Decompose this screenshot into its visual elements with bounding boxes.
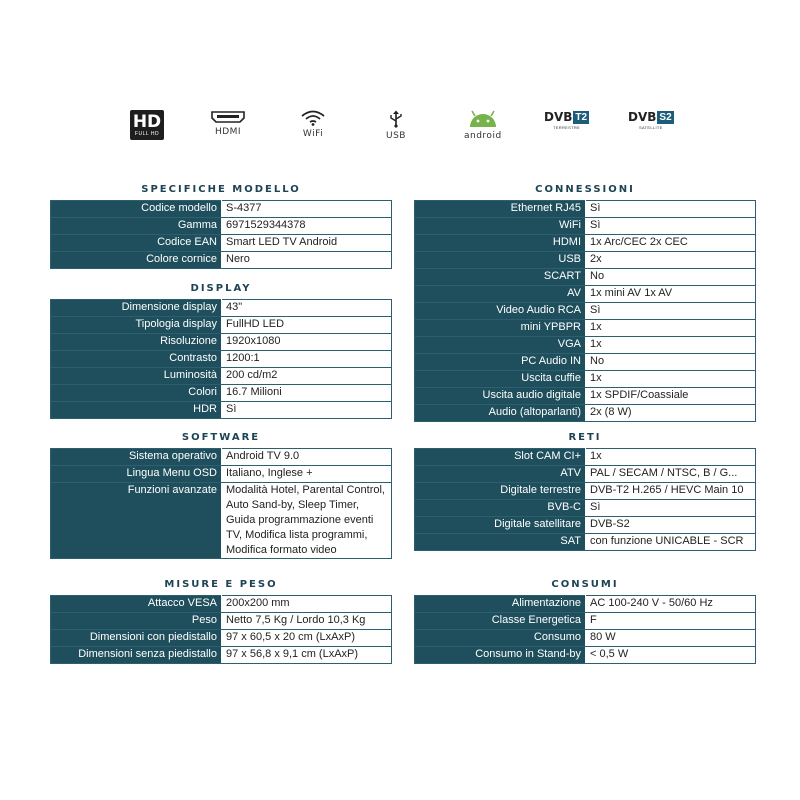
table-row <box>415 630 756 647</box>
spec-label: VGA <box>415 337 586 354</box>
spec-label: Attacco VESA <box>51 596 222 613</box>
spec-value: Sì <box>586 201 756 218</box>
section-reti <box>414 432 756 551</box>
spec-value: 6971529344378 <box>222 218 392 235</box>
spec-table <box>414 200 756 422</box>
spec-label: SCART <box>415 269 586 286</box>
table-row <box>415 388 756 405</box>
spec-label: Colori <box>51 385 222 402</box>
table-row <box>51 201 392 218</box>
spec-label: Sistema operativo <box>51 449 222 466</box>
spec-label: Funzioni avanzate <box>51 483 222 559</box>
section-title: RETI <box>568 432 602 443</box>
table-row <box>415 303 756 320</box>
table-row <box>51 235 392 252</box>
spec-label: HDMI <box>415 235 586 252</box>
table-row <box>415 613 756 630</box>
spec-label: Contrasto <box>51 351 222 368</box>
spec-label: Uscita cuffie <box>415 371 586 388</box>
dvb-t2-text: DVB <box>544 110 573 124</box>
spec-value: 1x <box>586 449 756 466</box>
spec-value: 97 x 56,8 x 9,1 cm (LxAxP) <box>222 647 392 664</box>
section-misure <box>50 579 392 664</box>
spec-label: Ethernet RJ45 <box>415 201 586 218</box>
table-row <box>51 483 392 559</box>
table-row <box>415 596 756 613</box>
spec-value: No <box>586 269 756 286</box>
spec-value: 1920x1080 <box>222 334 392 351</box>
spec-label: Dimensione display <box>51 300 222 317</box>
spec-value: F <box>586 613 756 630</box>
android-label: android <box>464 131 502 141</box>
section-title: DISPLAY <box>190 283 252 294</box>
table-row <box>415 449 756 466</box>
spec-label: Peso <box>51 613 222 630</box>
spec-label: AV <box>415 286 586 303</box>
dvb-t2-icon <box>544 110 589 150</box>
table-row <box>415 466 756 483</box>
spec-label: SAT <box>415 534 586 551</box>
spec-label: Lingua Menu OSD <box>51 466 222 483</box>
spec-value: Sì <box>586 303 756 320</box>
table-row <box>415 371 756 388</box>
dvb-t2-badge: T2 <box>575 111 588 123</box>
table-row <box>415 218 756 235</box>
table-row <box>51 368 392 385</box>
spec-value: S-4377 <box>222 201 392 218</box>
table-row <box>415 517 756 534</box>
dvb-s2-text: DVB <box>628 110 657 124</box>
spec-label: BVB-C <box>415 500 586 517</box>
spec-label: Gamma <box>51 218 222 235</box>
table-row <box>51 218 392 235</box>
section-software <box>50 432 392 559</box>
spec-value: FullHD LED <box>222 317 392 334</box>
spec-value: 200x200 mm <box>222 596 392 613</box>
spec-value: DVB-T2 H.265 / HEVC Main 10 <box>586 483 756 500</box>
table-row <box>51 630 392 647</box>
dvb-s2-icon <box>628 110 674 150</box>
spec-value: Netto 7,5 Kg / Lordo 10,3 Kg <box>222 613 392 630</box>
spec-label: Dimensioni senza piedistallo <box>51 647 222 664</box>
table-row <box>51 351 392 368</box>
spec-table <box>50 200 392 269</box>
table-row <box>415 201 756 218</box>
spec-value: 1x SPDIF/Coassiale <box>586 388 756 405</box>
spec-value: 1200:1 <box>222 351 392 368</box>
section-display <box>50 283 392 419</box>
table-row <box>415 269 756 286</box>
dvb-s2-badge: S2 <box>659 111 672 123</box>
table-row <box>415 235 756 252</box>
section-title: CONNESSIONI <box>535 184 635 195</box>
table-row <box>415 337 756 354</box>
feature-icons <box>0 110 800 150</box>
spec-label: WiFi <box>415 218 586 235</box>
spec-value: < 0,5 W <box>586 647 756 664</box>
spec-label: Risoluzione <box>51 334 222 351</box>
hdmi-icon <box>210 110 246 150</box>
spec-value: Sì <box>586 218 756 235</box>
spec-label: PC Audio IN <box>415 354 586 371</box>
spec-label: Colore cornice <box>51 252 222 269</box>
spec-label: Luminosità <box>51 368 222 385</box>
section-connessioni <box>414 184 756 422</box>
spec-label: Uscita audio digitale <box>415 388 586 405</box>
section-title: SOFTWARE <box>181 432 261 443</box>
usb-label: USB <box>386 131 406 141</box>
hdmi-label: HDMI <box>214 127 242 137</box>
table-row <box>415 483 756 500</box>
section-title: CONSUMI <box>551 579 619 590</box>
table-row <box>51 252 392 269</box>
table-row <box>51 613 392 630</box>
table-row <box>51 385 392 402</box>
spec-value: 80 W <box>586 630 756 647</box>
spec-label: Video Audio RCA <box>415 303 586 320</box>
table-row <box>51 449 392 466</box>
spec-value: 200 cd/m2 <box>222 368 392 385</box>
table-row <box>415 252 756 269</box>
table-row <box>51 402 392 419</box>
spec-label: Digitale satellitare <box>415 517 586 534</box>
spec-table <box>50 299 392 419</box>
spec-value: Modalità Hotel, Parental Control, Auto Sand-by, Sleep Timer, Guida programmazione eventi TV, Modifica lista programmi, Modifica formato video <box>222 483 392 559</box>
spec-value: 16.7 Milioni <box>222 385 392 402</box>
spec-value: 1x Arc/CEC 2x CEC <box>586 235 756 252</box>
spec-value: DVB-S2 <box>586 517 756 534</box>
spec-value: Android TV 9.0 <box>222 449 392 466</box>
spec-value: Sì <box>222 402 392 419</box>
section-title: MISURE E PESO <box>164 579 278 590</box>
spec-value: Nero <box>222 252 392 269</box>
spec-value: 1x <box>586 337 756 354</box>
wifi-icon <box>300 110 326 150</box>
spec-label: Codice modello <box>51 201 222 218</box>
section-title: SPECIFICHE MODELLO <box>141 184 301 195</box>
table-row <box>51 647 392 664</box>
usb-icon <box>386 110 406 150</box>
spec-value: 1x mini AV 1x AV <box>586 286 756 303</box>
table-row <box>51 300 392 317</box>
spec-value: No <box>586 354 756 371</box>
spec-value: 97 x 60,5 x 20 cm (LxAxP) <box>222 630 392 647</box>
table-row <box>51 334 392 351</box>
spec-table <box>50 595 392 664</box>
wifi-label: WiFi <box>302 129 324 139</box>
table-row <box>415 647 756 664</box>
table-row <box>415 500 756 517</box>
table-row <box>415 354 756 371</box>
android-icon <box>464 110 502 150</box>
spec-value: 43" <box>222 300 392 317</box>
spec-label: Digitale terrestre <box>415 483 586 500</box>
spec-value: Italiano, Inglese + <box>222 466 392 483</box>
hd-icon <box>130 110 164 150</box>
spec-value: 2x (8 W) <box>586 405 756 422</box>
spec-label: Tipologia display <box>51 317 222 334</box>
dvb-s2-sub: SATELLITE <box>639 125 663 130</box>
spec-table <box>50 448 392 559</box>
spec-label: Audio (altoparlanti) <box>415 405 586 422</box>
section-specifiche <box>50 184 392 269</box>
spec-label: Dimensioni con piedistallo <box>51 630 222 647</box>
table-row <box>415 405 756 422</box>
table-row <box>415 286 756 303</box>
spec-label: Classe Energetica <box>415 613 586 630</box>
table-row <box>51 596 392 613</box>
table-row <box>51 317 392 334</box>
spec-label: Slot CAM CI+ <box>415 449 586 466</box>
spec-label: Alimentazione <box>415 596 586 613</box>
fullhd-label: FULL HD <box>134 130 160 137</box>
section-consumi <box>414 579 756 664</box>
hd-label: HD <box>132 111 162 132</box>
spec-label: Consumo <box>415 630 586 647</box>
spec-value: AC 100-240 V - 50/60 Hz <box>586 596 756 613</box>
table-row <box>415 320 756 337</box>
spec-table <box>414 448 756 551</box>
spec-value: 2x <box>586 252 756 269</box>
spec-value: 1x <box>586 320 756 337</box>
spec-value: Smart LED TV Android <box>222 235 392 252</box>
spec-value: Sì <box>586 500 756 517</box>
spec-label: Consumo in Stand-by <box>415 647 586 664</box>
table-row <box>415 534 756 551</box>
spec-value: PAL / SECAM / NTSC, B / G... <box>586 466 756 483</box>
spec-value: 1x <box>586 371 756 388</box>
spec-label: ATV <box>415 466 586 483</box>
spec-label: Codice EAN <box>51 235 222 252</box>
dvb-t2-sub: TERRESTRE <box>553 125 580 130</box>
spec-value: con funzione UNICABLE - SCR <box>586 534 756 551</box>
table-row <box>51 466 392 483</box>
spec-table <box>414 595 756 664</box>
spec-label: USB <box>415 252 586 269</box>
spec-label: mini YPBPR <box>415 320 586 337</box>
spec-label: HDR <box>51 402 222 419</box>
